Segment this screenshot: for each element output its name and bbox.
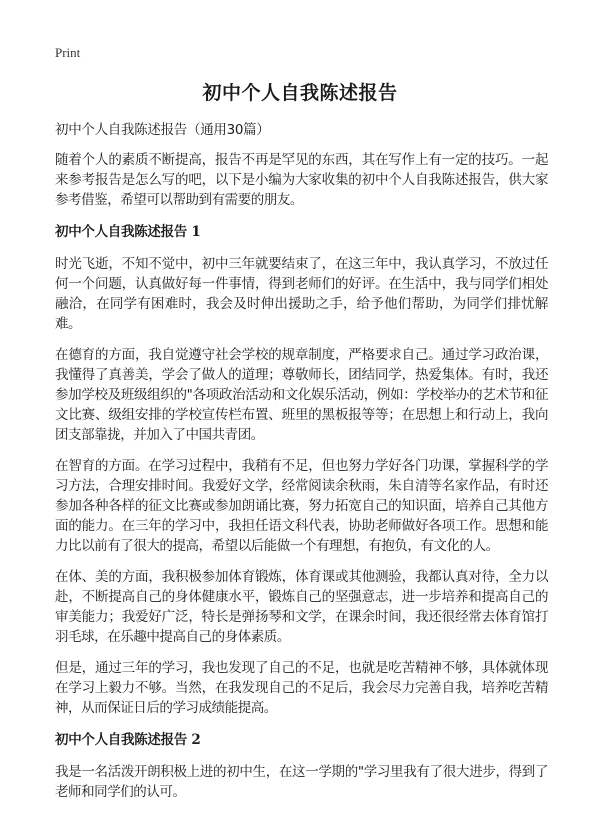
print-link[interactable]: Print: [55, 45, 81, 60]
paragraph: 在智育的方面。在学习过程中，我稍有不足，但也努力学好各门功课，掌握科学的学习方法，合理安排时间。我爱好文学，经常阅读余秋雨，朱自清等名家作品，有时还参加各种各样的征文比赛或参加朗诵比赛，努力拓宽自己的知识面，培养自己其他方面的能力。在三年的学习中，我担任语文科代表，协助老师做好各项工作。思想和能力比以前有了很大的提高，希望以后能做一个有理想，有抱负，有文化的人。: [55, 458, 548, 554]
page-title: 初中个人自我陈述报告: [202, 82, 398, 104]
paragraph: 在德育的方面，我自觉遵守社会学校的规章制度，严格要求自己。通过学习政治课，我懂得了真善美，学会了做人的道理；尊敬师长，团结同学，热爱集体。有时，我还参加学校及班级组织的"各项政治活动和文化娱乐活动，例如：学校举办的艺术节和征文比赛、级组安排的学校宣传栏布置、班里的黑板报等等；在思想上和行动上，我向团支部靠拢，并加入了中国共青团。: [55, 347, 548, 443]
document-subtitle: 初中个人自我陈述报告（通用30篇）: [55, 122, 270, 138]
intro-paragraph: 随着个人的素质不断提高，报告不再是罕见的东西，其在写作上有一定的技巧。一起来参考报告是怎么写的吧，以下是小编为大家收集的初中个人自我陈述报告，供大家参考借鉴，希望可以帮助到有需要的朋友。: [55, 152, 548, 208]
paragraph: 在体、美的方面，我积极参加体育锻炼，体育课或其他测验，我都认真对待，全力以赴，不断提高自己的身体健康水平，锻炼自己的坚强意志，进一步培养和提高自己的审美能力；我爱好广泛，特长是弹扬琴和文学，在课余时间，我还很经常去体育馆打羽毛球，在乐趣中提高自己的身体素质。: [55, 569, 548, 645]
paragraph: 时光飞逝，不知不觉中，初中三年就要结束了，在这三年中，我认真学习，不放过任何一个问题，认真做好每一件事情，得到老师们的好评。在生活中，我与同学们相处融洽，在同学有困难时，我会及时伸出援助之手，给予他们帮助，为同学们排忧解难。: [55, 256, 548, 332]
section-heading-1: 初中个人自我陈述报告 1: [55, 224, 201, 240]
paragraph: 但是，通过三年的学习，我也发现了自己的不足，也就是吃苦精神不够，具体就体现在学习上毅力不够。当然，在我发现自己的不足后，我会尽力完善自我，培养吃苦精神，从而保证日后的学习成绩能提高。: [55, 660, 548, 716]
section-heading-2: 初中个人自我陈述报告 2: [55, 732, 201, 748]
document-body: [55, 120, 548, 813]
paragraph: 我是一名活泼开朗积极上进的初中生，在这一学期的"学习里我有了很大进步，得到了老师和同学们的认可。: [55, 764, 548, 800]
